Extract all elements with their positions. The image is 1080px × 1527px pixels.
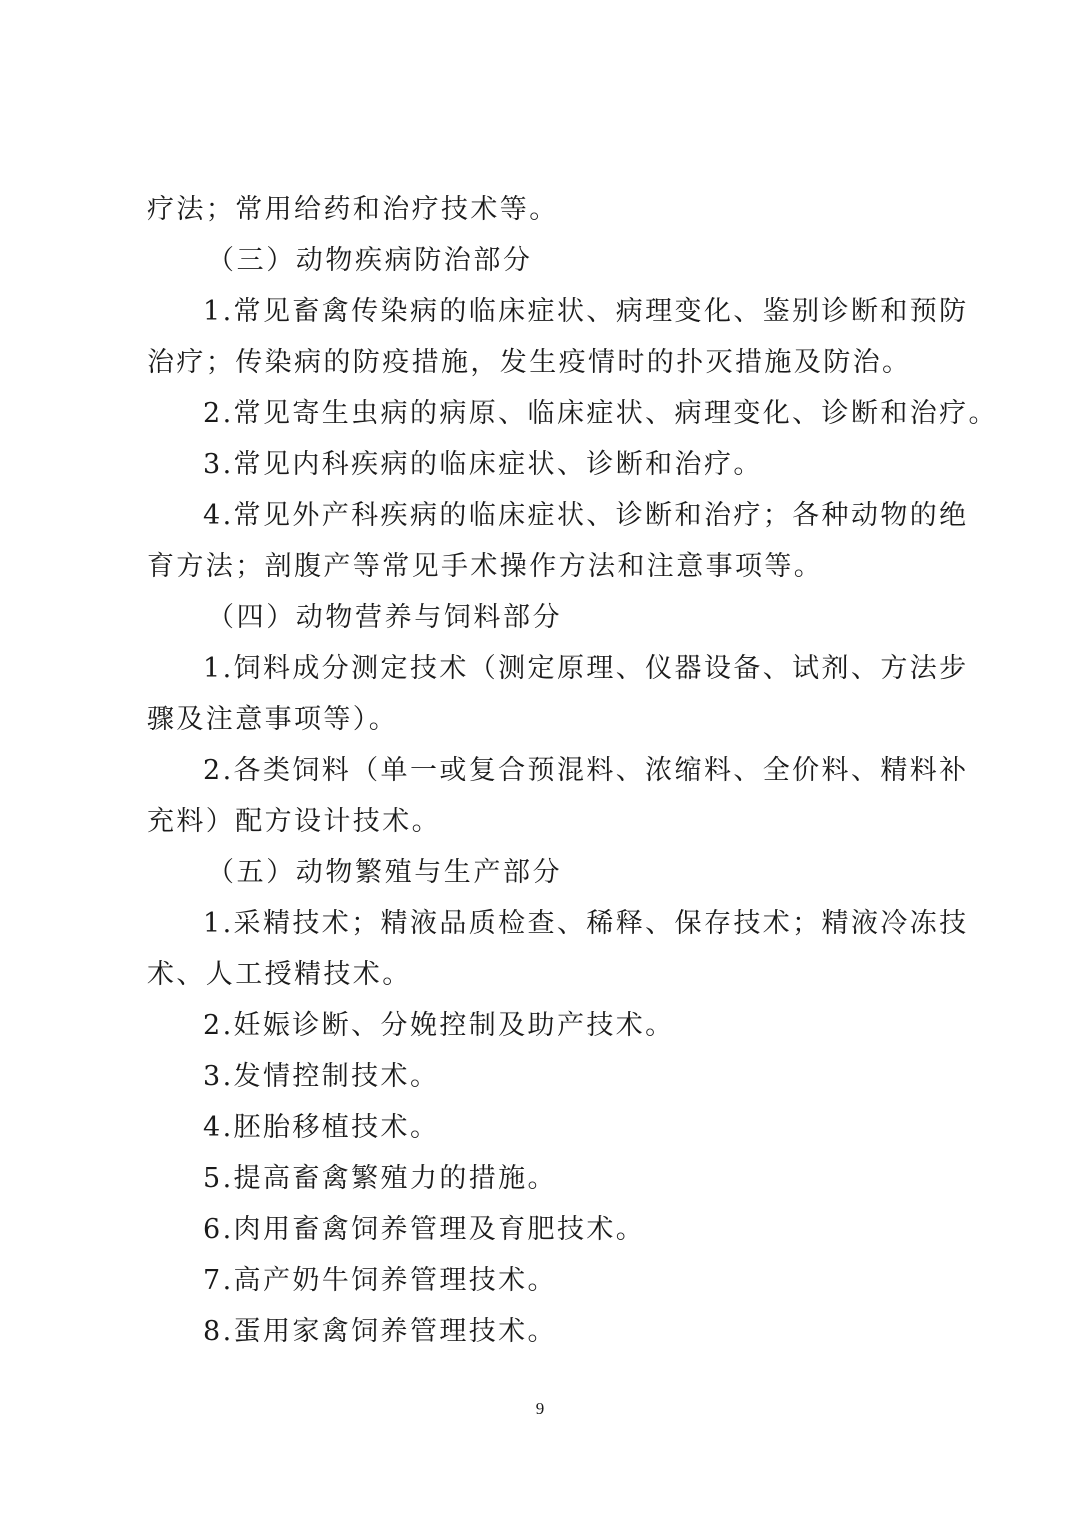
list-item-3: 3.发情控制技术。 (203, 1061, 440, 1092)
list-item-4: 4.常见外产科疾病的临床症状、诊断和治疗；各种动物的绝 (203, 500, 969, 531)
list-item-2: 2.各类饲料（单一或复合预混料、浓缩料、全价料、精料补 (203, 755, 969, 786)
list-item-1: 1.采精技术；精液品质检查、稀释、保存技术；精液冷冻技 (203, 908, 969, 939)
list-item-2: 2.常见寄生虫病的病原、临床症状、病理变化、诊断和治疗。 (203, 398, 998, 429)
list-item-7: 7.高产奶牛饲养管理技术。 (203, 1265, 557, 1296)
list-item-3: 3.常见内科疾病的临床症状、诊断和治疗。 (203, 449, 763, 480)
list-item-1: 1.饲料成分测定技术（测定原理、仪器设备、试剂、方法步 (203, 653, 969, 684)
list-item-1: 1.常见畜禽传染病的临床症状、病理变化、鉴别诊断和预防 (203, 296, 969, 327)
section-heading-4: （四）动物营养与饲料部分 (207, 602, 563, 633)
section-heading-3: （三）动物疾病防治部分 (207, 245, 533, 276)
page-number: 9 (535, 1399, 545, 1418)
section-heading-5: （五）动物繁殖与生产部分 (207, 857, 563, 888)
list-item-2: 2.妊娠诊断、分娩控制及助产技术。 (203, 1010, 675, 1041)
paragraph-line: 术、人工授精技术。 (147, 959, 412, 990)
list-item-4: 4.胚胎移植技术。 (203, 1112, 440, 1143)
paragraph-line: 骤及注意事项等）。 (147, 704, 399, 735)
list-item-5: 5.提高畜禽繁殖力的措施。 (203, 1163, 557, 1194)
paragraph-line: 充料）配方设计技术。 (147, 806, 441, 837)
paragraph-line: 治疗；传染病的防疫措施，发生疫情时的扑灭措施及防治。 (147, 347, 912, 378)
list-item-8: 8.蛋用家禽饲养管理技术。 (203, 1316, 557, 1347)
paragraph-line: 育方法；剖腹产等常见手术操作方法和注意事项等。 (147, 551, 824, 582)
paragraph-line: 疗法；常用给药和治疗技术等。 (147, 194, 559, 225)
list-item-6: 6.肉用畜禽饲养管理及育肥技术。 (203, 1214, 646, 1245)
